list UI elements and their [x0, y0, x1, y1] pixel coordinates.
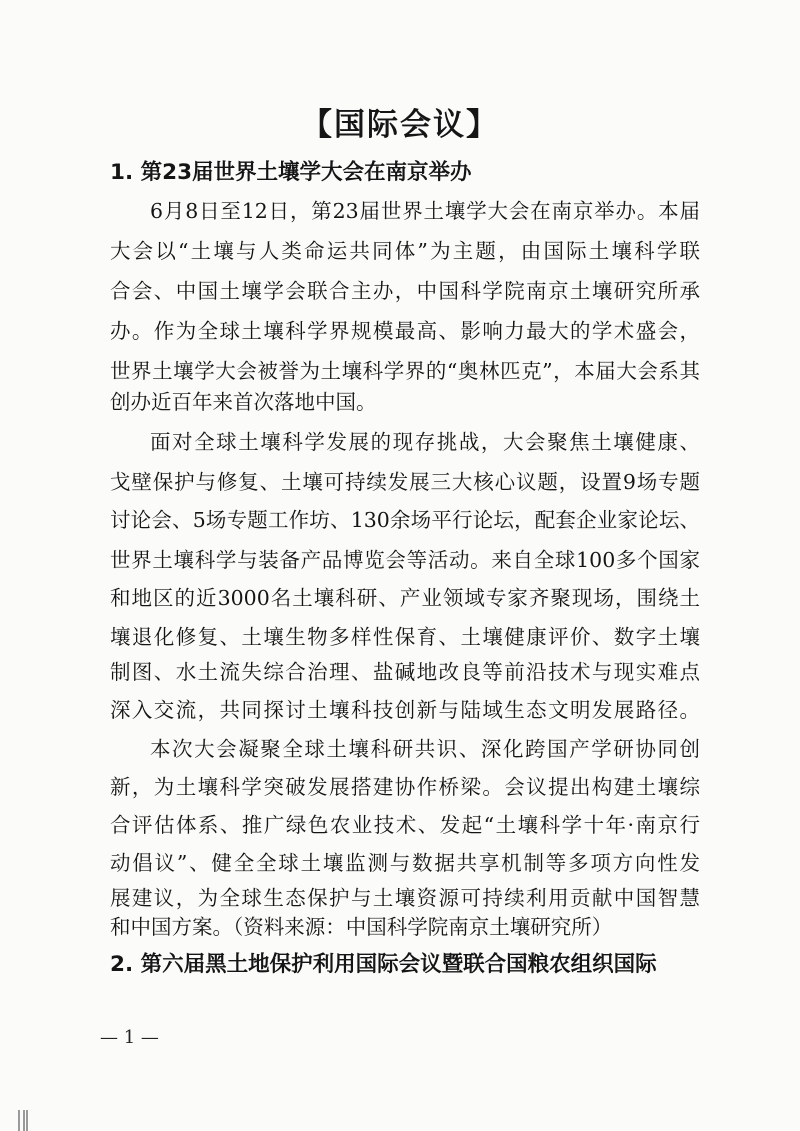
paragraph-line: 戈壁保护与修复、土壤可持续发展三大核心议题，设置9场专题 [110, 470, 700, 494]
paragraph-line: 新，为土壤科学突破发展搭建协作桥梁。会议提出构建土壤综 [110, 775, 700, 799]
section-heading-2: 2. 第六届黑土地保护利用国际会议暨联合国粮农组织国际 [110, 952, 657, 977]
paragraph-line: 制图、水土流失综合治理、盐碱地改良等前沿技术与现实难点 [110, 660, 700, 684]
paragraph-line: 本次大会凝聚全球土壤科研共识、深化跨国产学研协同创 [150, 737, 700, 761]
paragraph-line: 合评估体系、推广绿色农业技术、发起“土壤科学十年·南京行 [110, 813, 700, 837]
paragraph-line: 和地区的近3000名土壤科研、产业领域专家齐聚现场，围绕土 [110, 586, 700, 610]
paragraph-line: 创办近百年来首次落地中国。 [110, 390, 377, 414]
paragraph-line: 和中国方案。（资料来源：中国科学院南京土壤研究所） [110, 915, 613, 939]
paragraph-line: 大会以“土壤与人类命运共同体”为主题，由国际土壤科学联 [110, 239, 700, 263]
paragraph-line: 世界土壤科学与装备产品博览会等活动。来自全球100多个国家 [110, 548, 700, 572]
paragraph-line: 办。作为全球土壤科学界规模最高、影响力最大的学术盛会， [110, 319, 700, 343]
page-title: 【国际会议】 [301, 107, 499, 143]
page-number: — 1 — [100, 1027, 159, 1048]
paragraph-line: 展建议，为全球生态保护与土壤资源可持续利用贡献中国智慧 [110, 886, 700, 910]
paragraph-line: 合会、中国土壤学会联合主办，中国科学院南京土壤研究所承 [110, 279, 700, 303]
paragraph-line: 讨论会、5场专题工作坊、130余场平行论坛，配套企业家论坛、 [110, 508, 700, 532]
paragraph-line: 6月8日至12日，第23届世界土壤学大会在南京举办。本届 [150, 199, 700, 223]
paragraph-line: 动倡议”、健全全球土壤监测与数据共享机制等多项方向性发 [110, 851, 700, 875]
paragraph-line: 面对全球土壤科学发展的现存挑战，大会聚焦土壤健康、 [150, 430, 700, 454]
scan-edge-mark [18, 1110, 40, 1131]
paragraph-line: 世界土壤学大会被誉为土壤科学界的“奥林匹克”，本届大会系其 [110, 359, 700, 383]
paragraph-line: 壤退化修复、土壤生物多样性保育、土壤健康评价、数字土壤 [110, 625, 700, 649]
paragraph-line: 深入交流，共同探讨土壤科技创新与陆域生态文明发展路径。 [110, 698, 700, 722]
section-heading-1: 1. 第23届世界土壤学大会在南京举办 [110, 160, 472, 185]
